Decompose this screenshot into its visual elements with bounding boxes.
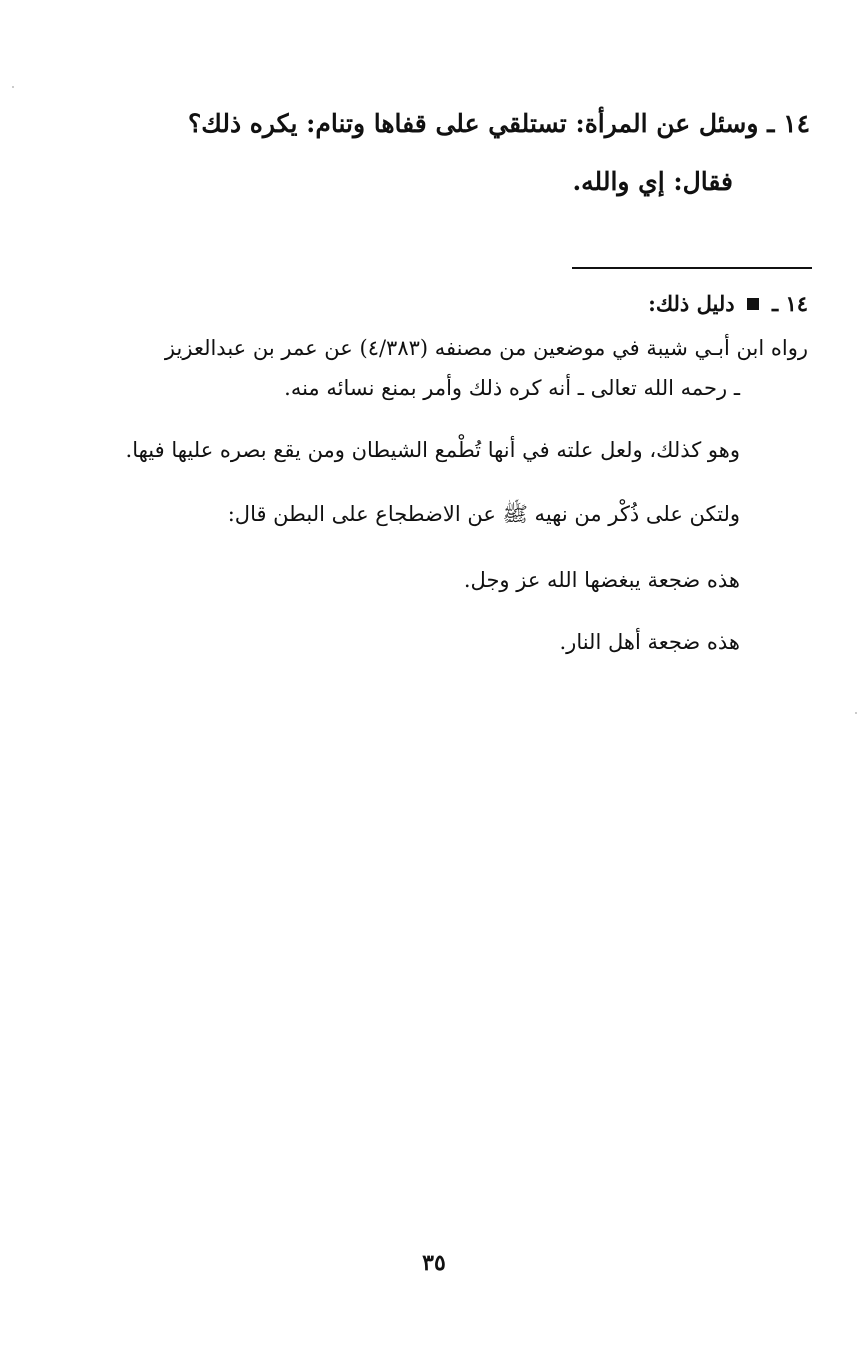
footnote-line: ـ رحمه الله تعالى ـ أنه كره ذلك وأمر بمنع نسائه منه. [284,376,740,400]
footnote-line: هذه ضجعة أهل النار. [559,630,740,654]
footnote-line: هذه ضجعة يبغضها الله عز وجل. [463,568,740,592]
footnote-line: ولتكن على ذُكْر من نهيه ﷺ عن الاضطجاع على البطن قال: [227,502,740,526]
footnote-separator [572,267,812,269]
footnote-line: وهو كذلك، ولعل علته في أنها تُطْمع الشيطان ومن يقع بصره عليها فيها. [125,438,740,462]
footnote-heading [648,286,808,322]
square-bullet-icon [747,298,759,310]
footnote-title: دليل ذلك: [648,291,735,316]
question-line: ١٤ ـ وسئل عن المرأة: تستلقي على قفاها وتنام: يكره ذلك؟ [187,109,810,138]
footnote-number: ١٤ ـ [771,291,808,316]
scan-speck [855,712,857,714]
scan-speck [12,86,14,88]
question-answer: فقال: إي والله. [572,167,733,196]
footnote-line: رواه ابن أبـي شيبة في موضعين من مصنفه (٤/٣٨٣) عن عمر بن عبدالعزيز [164,336,808,360]
page-number: ٣٥ [422,1250,446,1276]
